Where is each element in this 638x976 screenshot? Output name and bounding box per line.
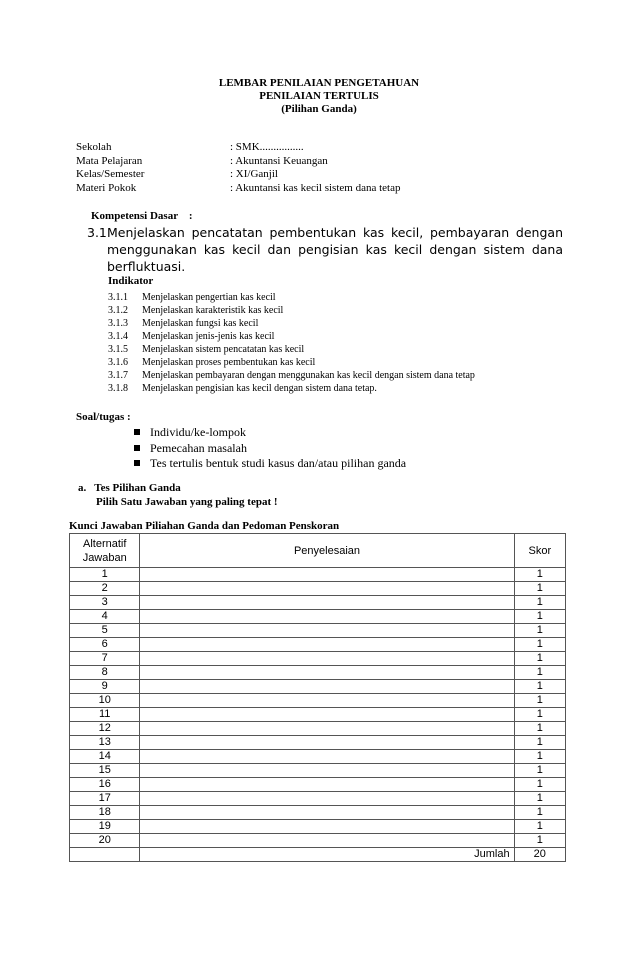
info-value: : SMK................ [230,141,304,153]
header-skor: Skor [514,534,565,568]
table-row [70,582,566,596]
answer-solution-cell [140,624,514,638]
info-label: Mata Pelajaran [76,155,143,167]
answer-score-cell: 1 [514,806,565,820]
kd-number: 3.1 [87,225,107,240]
header-penyelesaian: Penyelesaian [140,534,514,568]
answer-solution-cell [140,666,514,680]
indikator-heading: Indikator [108,275,154,287]
table-row [70,652,566,666]
answer-score-cell: 1 [514,820,565,834]
table-row [70,778,566,792]
answer-solution-cell [140,652,514,666]
answer-solution-cell [140,596,514,610]
answer-number-cell: 6 [70,638,140,652]
info-value: : XI/Ganjil [230,168,278,180]
indikator-item: 3.1.3 Menjelaskan fungsi kas kecil [108,318,259,329]
table-row [70,806,566,820]
answer-number-cell: 17 [70,792,140,806]
answer-number-cell: 11 [70,708,140,722]
answer-number-cell: 1 [70,568,140,582]
info-value: : Akuntansi kas kecil sistem dana tetap [230,182,401,194]
answer-number-cell: 3 [70,596,140,610]
answer-number-cell: 15 [70,764,140,778]
answer-score-cell: 1 [514,582,565,596]
table-row [70,694,566,708]
doc-subtitle-type: (Pilihan Ganda) [281,103,357,115]
answer-solution-cell [140,834,514,848]
indikator-item: 3.1.4 Menjelaskan jenis-jenis kas kecil [108,331,275,342]
answer-score-cell: 1 [514,722,565,736]
answer-number-cell: 7 [70,652,140,666]
table-row [70,666,566,680]
table-header-row [70,534,566,568]
table-row [70,610,566,624]
kd-label: Kompetensi Dasar : [91,210,193,222]
indikator-item: 3.1.8 Menjelaskan pengisian kas kecil dengan sistem dana tetap. [108,383,377,394]
answer-score-cell: 1 [514,792,565,806]
bullet-icon [134,445,140,451]
answer-number-cell: 8 [70,666,140,680]
answer-number-cell: 4 [70,610,140,624]
doc-title: LEMBAR PENILAIAN PENGETAHUAN [218,77,420,89]
answer-solution-cell [140,638,514,652]
answer-score-cell: 1 [514,694,565,708]
info-label: Sekolah [76,141,112,153]
answer-score-cell: 1 [514,680,565,694]
table-row [70,638,566,652]
soal-item: Pemecahan masalah [134,441,247,456]
info-value: : Akuntansi Keuangan [230,155,328,167]
answer-score-cell: 1 [514,624,565,638]
answer-score-cell: 1 [514,708,565,722]
answer-score-cell: 1 [514,778,565,792]
table-row [70,596,566,610]
table-row [70,820,566,834]
answer-score-cell: 1 [514,568,565,582]
answer-number-cell: 10 [70,694,140,708]
info-label: Kelas/Semester [76,168,145,180]
table-row [70,750,566,764]
answer-number-cell: 12 [70,722,140,736]
answer-number-cell: 2 [70,582,140,596]
soal-label: Soal/tugas : [76,411,131,423]
answer-score-cell: 1 [514,834,565,848]
indikator-item: 3.1.1 Menjelaskan pengertian kas kecil [108,292,276,303]
table-row [70,834,566,848]
table-total-row [70,848,566,862]
header-alternatif: Alternatif Jawaban [70,534,140,568]
total-label: Jumlah [140,848,514,862]
table-row [70,764,566,778]
answer-number-cell: 5 [70,624,140,638]
answer-score-cell: 1 [514,736,565,750]
answer-number-cell: 14 [70,750,140,764]
soal-item: Individu/ke-lompok [134,425,246,440]
answer-number-cell: 16 [70,778,140,792]
table-row [70,708,566,722]
info-label: Materi Pokok [76,182,137,194]
answer-solution-cell [140,806,514,820]
tes-instruction: Pilih Satu Jawaban yang paling tepat ! [96,496,278,508]
answer-solution-cell [140,792,514,806]
answer-number-cell: 13 [70,736,140,750]
table-row [70,722,566,736]
answer-score-cell: 1 [514,764,565,778]
answer-number-cell: 18 [70,806,140,820]
doc-subtitle: PENILAIAN TERTULIS [259,90,379,102]
answer-score-cell: 1 [514,610,565,624]
answer-score-cell: 1 [514,750,565,764]
answer-solution-cell [140,694,514,708]
answer-solution-cell [140,708,514,722]
kd-text: Menjelaskan pencatatan pembentukan kas kecil, pembayaran dengan menggunakan kas kecil dan pengisian kas kecil dengan sistem dana berfluktuasi. [107,225,563,274]
answer-solution-cell [140,736,514,750]
answer-score-cell: 1 [514,596,565,610]
answer-number-cell: 20 [70,834,140,848]
answer-score-cell: 1 [514,638,565,652]
bullet-icon [134,429,140,435]
answer-solution-cell [140,750,514,764]
table-row [70,736,566,750]
answer-solution-cell [140,722,514,736]
table-row [70,792,566,806]
answer-solution-cell [140,764,514,778]
indikator-item: 3.1.5 Menjelaskan sistem pencatatan kas kecil [108,344,305,355]
answer-number-cell: 19 [70,820,140,834]
bullet-icon [134,460,140,466]
answer-solution-cell [140,568,514,582]
table-row [70,680,566,694]
table-caption: Kunci Jawaban Piliahan Ganda dan Pedoman Penskoran [69,520,340,532]
answer-score-cell: 1 [514,666,565,680]
total-value: 20 [514,848,565,862]
indikator-item: 3.1.7 Menjelaskan pembayaran dengan menggunakan kas kecil dengan sistem dana tetap [108,370,475,381]
answer-solution-cell [140,582,514,596]
answer-number-cell: 9 [70,680,140,694]
answer-solution-cell [140,680,514,694]
indikator-item: 3.1.6 Menjelaskan proses pembentukan kas kecil [108,357,316,368]
answer-key-table [69,533,566,862]
answer-solution-cell [140,610,514,624]
soal-item: Tes tertulis bentuk studi kasus dan/atau pilihan ganda [134,456,406,471]
tes-heading: a. Tes Pilihan Ganda [78,482,181,494]
answer-score-cell: 1 [514,652,565,666]
indikator-item: 3.1.2 Menjelaskan karakteristik kas kecil [108,305,284,316]
answer-solution-cell [140,778,514,792]
table-row [70,568,566,582]
table-row [70,624,566,638]
answer-solution-cell [140,820,514,834]
